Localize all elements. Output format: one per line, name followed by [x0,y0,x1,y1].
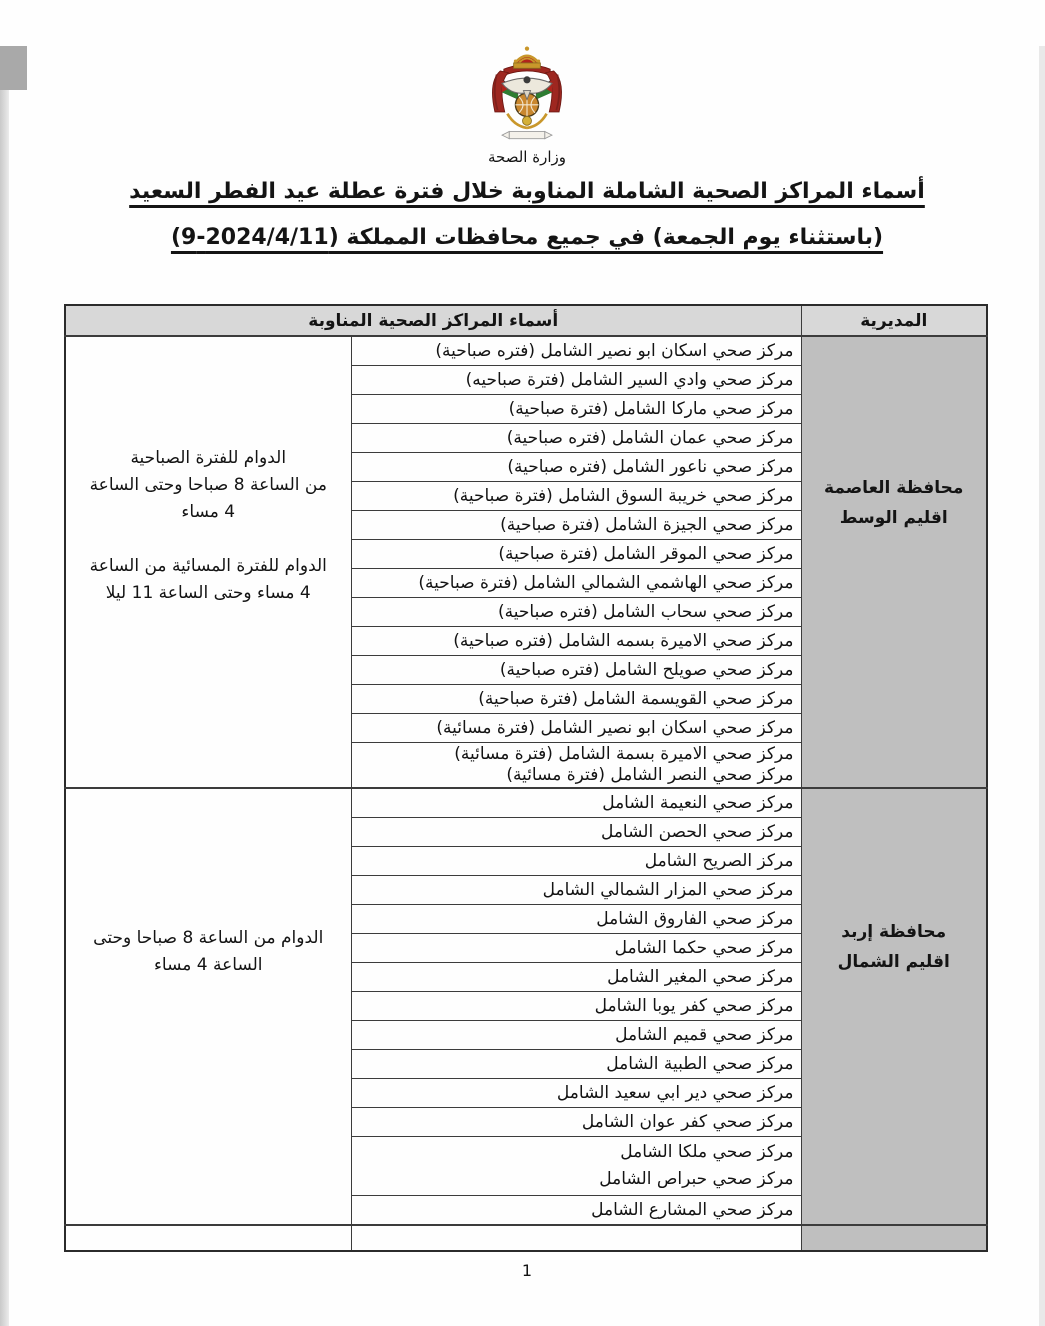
text-line: مركز صحي صويلح الشامل (فتره صباحية) [499,660,794,680]
text-line: مركز صحي المغير الشامل [607,967,794,987]
directorate-cell [801,788,987,1225]
health-center-cell [351,540,801,569]
text-line: مركز صحي كفر يوبا الشامل [594,996,794,1016]
health-center-cell [351,511,801,540]
health-center-cell [351,453,801,482]
text-line: مركز صحي دير ابي سعيد الشامل [556,1083,794,1103]
text-line: مركز صحي سحاب الشامل (فتره صباحية) [498,602,794,622]
jordan-coat-of-arms-icon [461,46,593,144]
text-line: مركز صحي ناعور الشامل (فتره صباحية) [507,457,794,477]
text-line: مركز صحي الاميرة بسمه الشامل (فتره صباحية) [453,631,794,651]
text-line: مركز صحي قميم الشامل [615,1025,794,1045]
health-center-cell [351,743,801,789]
health-center-cell [351,905,801,934]
health-center-cell [351,424,801,453]
health-center-cell [351,847,801,876]
text-line: الدوام من الساعة 8 صباحا وحتى الساعة 4 مساء [93,927,324,975]
health-center-cell [351,685,801,714]
health-center-cell [351,1137,801,1196]
table-row [65,788,987,818]
text-line: مركز صحي اسكان ابو نصير الشامل (فترة مسائية) [436,718,794,738]
text-line: مركز صحي الموقر الشامل (فترة صباحية) [498,544,794,564]
health-center-cell [351,656,801,685]
health-center-cell [351,395,801,424]
text-line [82,526,335,553]
health-center-cell [351,1196,801,1226]
health-centers-table [64,304,988,1252]
empty-table-row [65,1225,987,1251]
health-center-cell [351,934,801,963]
document-title-line1: أسماء المراكز الصحية الشاملة المناوبة خلال فترة عطلة عيد الفطر السعيد [129,179,925,204]
health-center-cell [351,627,801,656]
working-hours-cell-empty [65,1225,351,1251]
text-line: مركز صحي المزار الشمالي الشامل [542,880,794,900]
health-center-cell [351,876,801,905]
directorate-cell [801,336,987,788]
text-line: مركز صحي ماركا الشامل (فترة صباحية) [508,399,794,419]
table-header-row [65,305,987,336]
text-line: مركز صحي وادي السير الشامل (فترة صباحيه) [465,370,794,390]
text-line: مركز صحي الاميرة بسمة الشامل (فترة مسائية) [454,744,794,764]
ministry-logo [461,46,593,144]
text-line: الدوام للفترة المسائية من الساعة 4 مساء وحتى الساعة 11 ليلا [89,556,327,603]
working-hours-cell [65,788,351,1225]
text-line: مركز صحي الهاشمي الشمالي الشامل (فترة صباحية) [418,573,794,593]
health-center-cell [351,1050,801,1079]
text-line: مركز صحي النعيمة الشامل [602,793,794,813]
health-center-cell-empty [351,1225,801,1251]
health-center-cell [351,818,801,847]
ministry-name: وزارة الصحة [488,148,566,166]
text-line: مركز صحي الحصن الشامل [600,822,794,842]
text-line: مركز صحي كفر عوان الشامل [581,1112,794,1132]
health-center-cell [351,1021,801,1050]
working-hours-cell [65,336,351,788]
health-center-cell [351,1079,801,1108]
health-center-cell [351,366,801,395]
text-line: مركز الصريح الشامل [644,851,794,871]
health-center-cell [351,992,801,1021]
directorate-cell-empty [801,1225,987,1251]
health-center-cell [351,569,801,598]
health-center-cell [351,482,801,511]
header-directorate: المديرية [801,305,987,336]
text-line: مركز صحي النصر الشامل (فترة مسائية) [506,765,794,785]
text-line: اقليم الوسط [839,507,948,528]
header-centers: أسماء المراكز الصحية المناوبة [65,305,801,336]
text-line: محافظة إربد [841,922,947,942]
text-line: مركز صحي حكما الشامل [614,938,794,958]
text-line: مركز صحي حبراص الشامل [599,1169,794,1189]
text-line: مركز صحي اسكان ابو نصير الشامل (فتره صباحية) [435,341,794,361]
text-line: محافظة العاصمة [824,477,964,498]
document-title-line2: (باستثناء يوم الجمعة) في جميع محافظات المملكة (2024/4/11-9) [170,225,884,250]
text-line: مركز صحي القويسمة الشامل (فترة صباحية) [478,689,794,709]
scanned-document [0,46,1045,1326]
text-line: مركز صحي ملكا الشامل [620,1142,794,1162]
centers-table-body [65,336,987,1251]
text-line: مركز صحي الجيزة الشامل (فترة صباحية) [500,515,794,535]
text-line: مركز صحي الطبية الشامل [606,1054,794,1074]
health-center-cell [351,714,801,743]
text-line: مركز صحي الفاروق الشامل [596,909,794,929]
text-line: الدوام للفترة الصباحية [130,448,287,468]
document-page [0,46,1045,1280]
health-center-cell [351,336,801,366]
health-center-cell [351,598,801,627]
health-center-cell [351,1108,801,1137]
text-line: مركز صحي خريبة السوق الشامل (فترة صباحية) [453,486,794,506]
page-number: 1 [521,1261,533,1280]
health-center-cell [351,963,801,992]
text-line: مركز صحي المشارع الشامل [591,1200,794,1220]
text-line: اقليم الشمال [837,952,950,972]
health-center-cell [351,788,801,818]
text-line: مركز صحي عمان الشامل (فتره صباحية) [506,428,794,448]
text-line: من الساعة 8 صباحا وحتى الساعة 4 مساء [89,475,327,522]
table-row [65,336,987,366]
